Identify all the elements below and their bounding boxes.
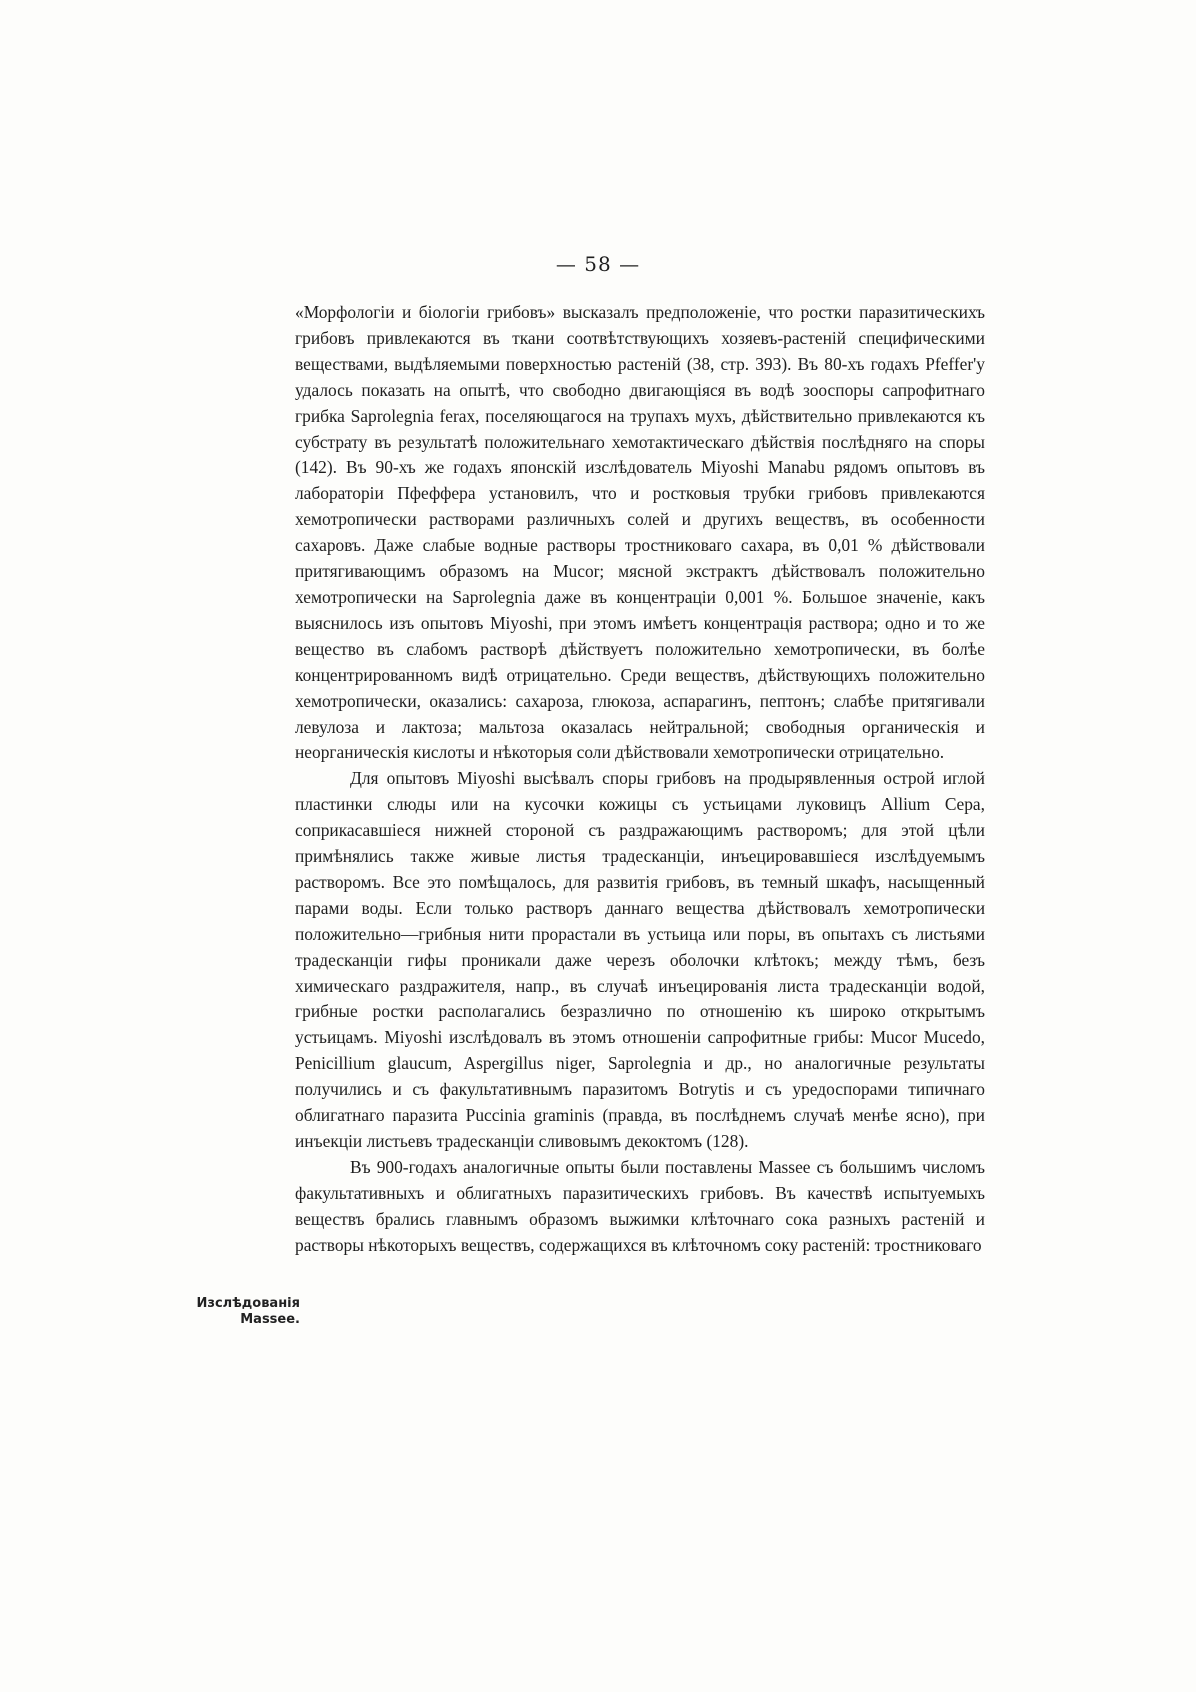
- page-number: — 58 —: [555, 252, 641, 276]
- paragraph: Въ 900-годахъ аналогичные опыты были поставлены Massee съ большимъ числомъ факультативныхъ и облигатныхъ паразитическихъ грибовъ. Въ качествѣ испытуемыхъ веществъ брались главнымъ образомъ выжимки клѣточнаго сока разныхъ растеній и растворы нѣкоторыхъ веществъ, содержащихся въ клѣточномъ соку растеній: тростниковаго: [295, 1156, 985, 1255]
- paragraph: «Морфологіи и біологіи грибовъ» высказалъ предположеніе, что ростки паразитическихъ грибовъ привлекаются въ ткани соотвѣтствующихъ хозяевъ-растеній специфическими веществами, выдѣляемыми поверхностью растеній (38, стр. 393). Въ 80-хъ годахъ Pfeffer'у удалось показать на опытѣ, что свободно двигающіяся въ водѣ зооспоры сапрофитнаго грибка Saprolegnia ferax, поселяющагося на трупахъ мухъ, дѣйствительно привлекаются къ субстрату въ результатѣ положительнаго хемотактическаго дѣйствія послѣдняго на споры (142). Въ 90-хъ же годахъ японскій изслѣдователь Miyoshi Manabu рядомъ опытовъ въ лабораторіи Пфеффера установилъ, что и ростковыя трубки грибовъ привлекаются хемотропически растворами различныхъ солей и другихъ веществъ, въ особенности сахаровъ. Даже слабые водные растворы тростниковаго сахара, въ 0,01 % дѣйствовали притягивающимъ образомъ на Mucor; мясной экстрактъ дѣйствовалъ положительно хемотропически на Saprolegnia даже въ концентраціи 0,001 %. Большое значеніе, какъ выяснилось изъ опытовъ Miyoshi, при этомъ имѣетъ концентрація раствора; одно и то же вещество въ слабомъ растворѣ дѣйствуетъ положительно хемотропически, въ болѣе концентрированномъ видѣ отрицательно. Среди веществъ, дѣйствующихъ положительно хемотропически, оказались: сахароза, глюкоза, аспарагинъ, пептонъ; слабѣе притягивали левулоза и лактоза; мальтоза оказалась нейтральной; свободныя органическія и неорганическія кислоты и нѣкоторыя соли дѣйствовали хемотропически отрицательно.: [295, 302, 985, 763]
- margin-note: [190, 1296, 300, 1328]
- margin-note-line: Изслѣдованія: [196, 1296, 300, 1311]
- paragraph: Для опытовъ Miyoshi высѣвалъ споры грибовъ на продырявленныя острой иглой пластинки слюды или на кусочки кожицы съ устьицами луковицъ Allium Cepa, соприкасавшіеся нижней стороной съ раздражающимъ растворомъ; для этой цѣли примѣнялись также живые листья традесканціи, инъецировавшіеся изслѣдуемымъ растворомъ. Все это помѣщалось, для развитія грибовъ, въ темный шкафъ, насыщенный парами воды. Если только растворъ даннаго вещества дѣйствовалъ хемотропически положительно—грибныя нити прорастали въ устьица или поры, въ опытахъ съ листьями традесканціи гифы проникали даже черезъ оболочки клѣтокъ; между тѣмъ, безъ химическаго раздражителя, напр., въ случаѣ инъецированія листа традесканціи водой, грибные ростки располагались безразлично по отношенію къ широко открытымъ устьицамъ. Miyoshi изслѣдовалъ въ этомъ отношеніи сапрофитные грибы: Mucor Mucedo, Penicillium glaucum, Aspergillus niger, Saprolegnia и др., но аналогичные результаты получились и съ факультативнымъ паразитомъ Botrytis и съ уредоспорами типичнаго облигатнаго паразита Puccinia graminis (правда, въ послѣднемъ случаѣ менѣе ясно), при инъекціи листьевъ традесканціи сливовымъ декоктомъ (128).: [295, 768, 985, 1151]
- body-text: [295, 300, 985, 1259]
- margin-note-line: Massee.: [240, 1312, 300, 1327]
